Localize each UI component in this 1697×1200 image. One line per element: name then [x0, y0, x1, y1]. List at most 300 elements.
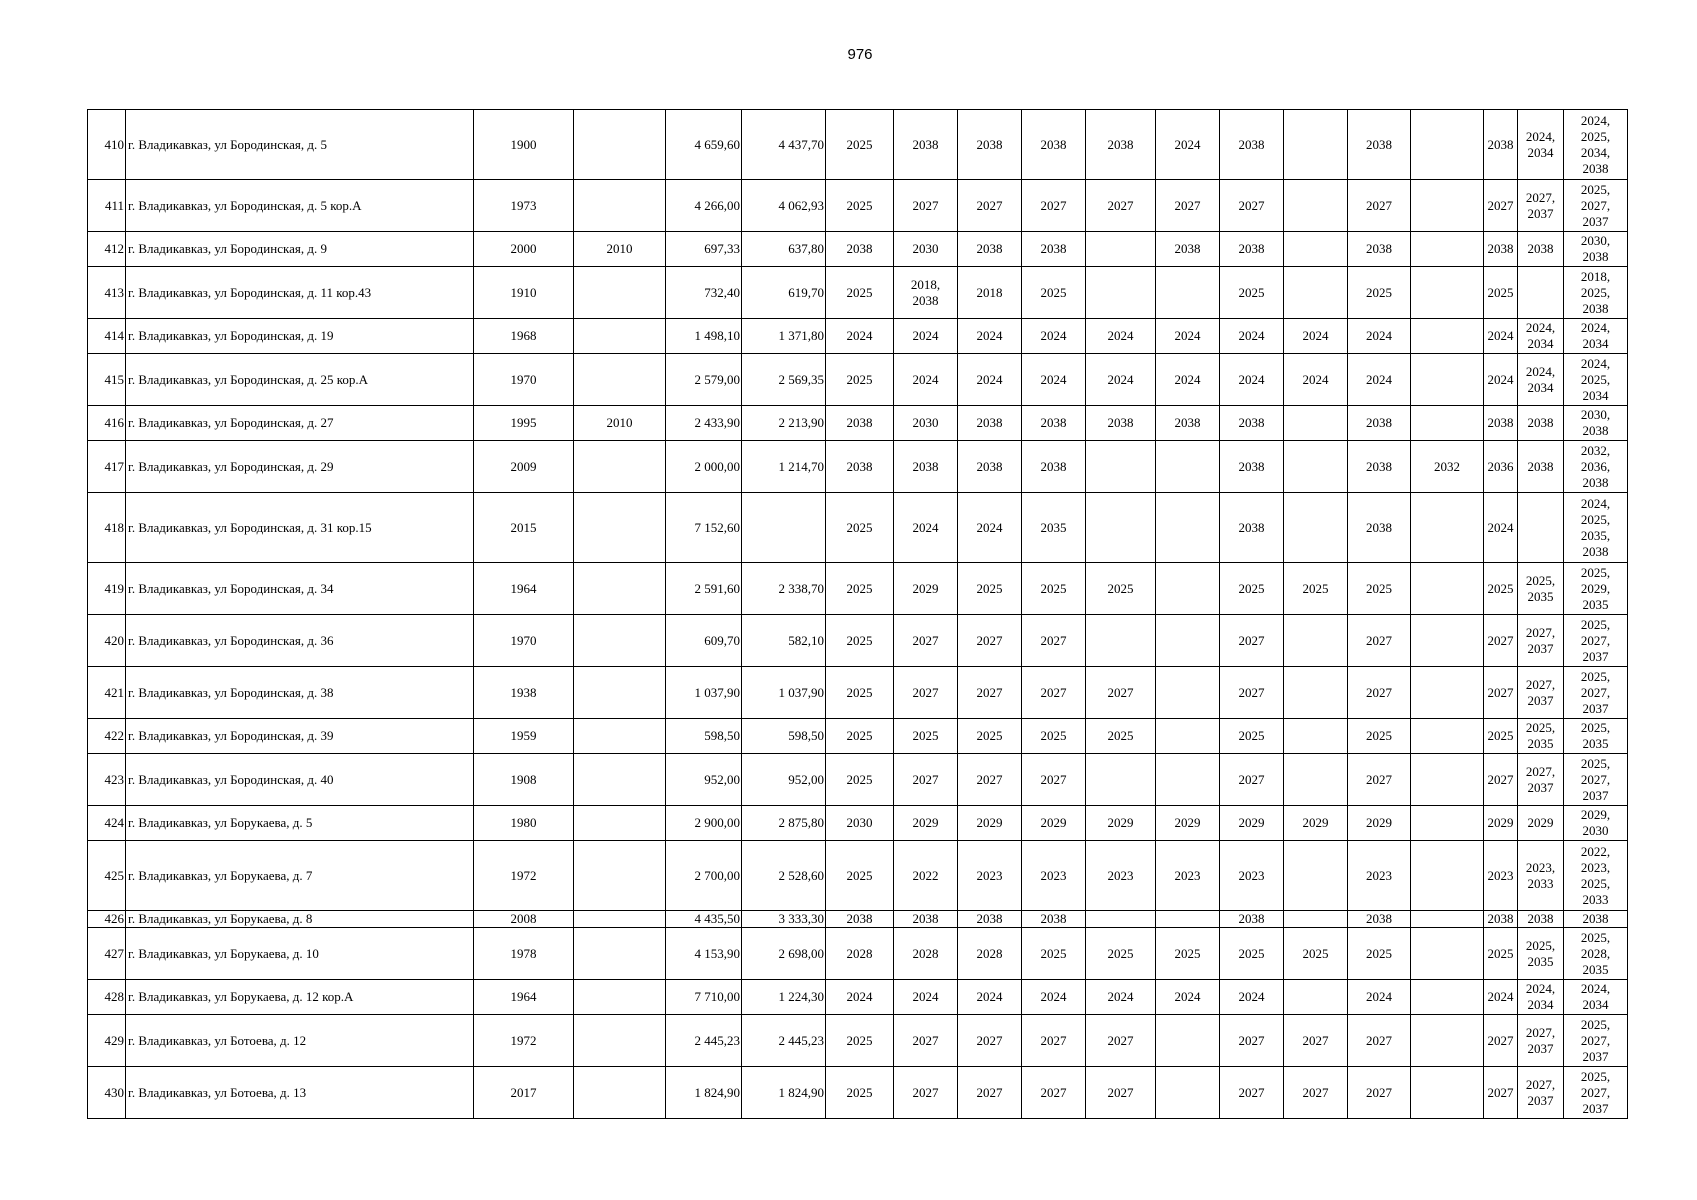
combined-year-cell: 2027: [1484, 180, 1518, 232]
repair-year-cell: 2027: [958, 1067, 1022, 1119]
table-row: [88, 719, 1628, 754]
total-area-cell: 952,00: [666, 754, 742, 806]
repair-year-cell: 2027: [958, 1015, 1022, 1067]
table-body: [88, 110, 1628, 1119]
living-area-cell: 4 437,70: [742, 110, 826, 180]
reconstruction-year-cell: [574, 1015, 666, 1067]
repair-year-cell: [1284, 232, 1348, 267]
row-number-cell: 429: [88, 1015, 126, 1067]
repair-year-cell: [1411, 980, 1484, 1015]
repair-year-cell: 2038: [1220, 493, 1284, 563]
repair-year-cell: [1156, 563, 1220, 615]
row-number-cell: 420: [88, 615, 126, 667]
row-number-cell: 426: [88, 911, 126, 928]
repair-year-cell: 2025: [1220, 719, 1284, 754]
address-cell: г. Владикавказ, ул Бородинская, д. 39: [126, 719, 474, 754]
year-built-cell: 1910: [474, 267, 574, 319]
living-area-cell: 1 224,30: [742, 980, 826, 1015]
address-cell: г. Владикавказ, ул Борукаева, д. 8: [126, 911, 474, 928]
repair-years-cell: [1518, 493, 1564, 563]
repair-year-cell: 2018: [958, 267, 1022, 319]
repair-year-cell: 2028: [894, 928, 958, 980]
repair-year-cell: 2024: [1348, 980, 1411, 1015]
repair-year-cell: 2018, 2038: [894, 267, 958, 319]
repair-year-cell: 2023: [1156, 841, 1220, 911]
repair-year-cell: 2022: [894, 841, 958, 911]
repair-year-cell: 2038: [894, 911, 958, 928]
repair-year-cell: 2038: [1086, 406, 1156, 441]
repair-year-cell: [1411, 1015, 1484, 1067]
repair-year-cell: [1411, 928, 1484, 980]
living-area-cell: 952,00: [742, 754, 826, 806]
reconstruction-year-cell: [574, 180, 666, 232]
address-cell: г. Владикавказ, ул Борукаева, д. 12 кор.А: [126, 980, 474, 1015]
repair-year-cell: 2024: [1086, 354, 1156, 406]
repair-year-cell: 2038: [894, 110, 958, 180]
repair-year-cell: [1086, 267, 1156, 319]
address-cell: г. Владикавказ, ул Ботоева, д. 12: [126, 1015, 474, 1067]
repair-year-cell: 2024: [1348, 354, 1411, 406]
address-cell: г. Владикавказ, ул Бородинская, д. 31 кор.15: [126, 493, 474, 563]
repair-year-cell: 2038: [1022, 110, 1086, 180]
repair-years-cell: 2024, 2025, 2035, 2038: [1564, 493, 1628, 563]
repair-years-cell: 2030, 2038: [1564, 232, 1628, 267]
repair-year-cell: 2029: [894, 563, 958, 615]
address-cell: г. Владикавказ, ул Бородинская, д. 11 кор.43: [126, 267, 474, 319]
repair-year-cell: 2032: [1411, 441, 1484, 493]
combined-year-cell: 2023: [1484, 841, 1518, 911]
living-area-cell: 598,50: [742, 719, 826, 754]
row-number-cell: 419: [88, 563, 126, 615]
repair-year-cell: 2024: [1284, 319, 1348, 354]
repair-year-cell: 2038: [1022, 911, 1086, 928]
repair-year-cell: 2024: [1022, 354, 1086, 406]
year-built-cell: 1964: [474, 980, 574, 1015]
row-number-cell: 428: [88, 980, 126, 1015]
repair-year-cell: 2025: [1348, 563, 1411, 615]
repair-year-cell: [1411, 911, 1484, 928]
repair-years-cell: 2027, 2037: [1518, 180, 1564, 232]
repair-year-cell: 2025: [958, 719, 1022, 754]
repair-year-cell: 2027: [1022, 754, 1086, 806]
total-area-cell: 2 900,00: [666, 806, 742, 841]
repair-year-cell: 2029: [958, 806, 1022, 841]
reconstruction-year-cell: [574, 563, 666, 615]
repair-year-cell: [1284, 615, 1348, 667]
reconstruction-year-cell: [574, 110, 666, 180]
combined-year-cell: 2027: [1484, 667, 1518, 719]
repair-year-cell: [1411, 615, 1484, 667]
repair-year-cell: 2023: [1086, 841, 1156, 911]
repair-year-cell: 2023: [1022, 841, 1086, 911]
combined-year-cell: 2025: [1484, 928, 1518, 980]
repair-year-cell: 2038: [1156, 232, 1220, 267]
address-cell: г. Владикавказ, ул Бородинская, д. 5: [126, 110, 474, 180]
combined-year-cell: 2027: [1484, 1015, 1518, 1067]
repair-year-cell: 2024: [1220, 354, 1284, 406]
repair-year-cell: 2024: [826, 980, 894, 1015]
repair-years-cell: 2025, 2035: [1564, 719, 1628, 754]
total-area-cell: 4 153,90: [666, 928, 742, 980]
repair-year-cell: 2025: [1284, 563, 1348, 615]
repair-year-cell: 2024: [826, 319, 894, 354]
total-area-cell: 1 824,90: [666, 1067, 742, 1119]
year-built-cell: 1900: [474, 110, 574, 180]
combined-year-cell: 2027: [1484, 1067, 1518, 1119]
repair-year-cell: 2025: [826, 754, 894, 806]
row-number-cell: 425: [88, 841, 126, 911]
combined-year-cell: 2025: [1484, 563, 1518, 615]
table-row: [88, 1067, 1628, 1119]
row-number-cell: 424: [88, 806, 126, 841]
repair-years-cell: 2032, 2036, 2038: [1564, 441, 1628, 493]
page-number: 976: [847, 46, 873, 63]
repair-year-cell: 2027: [1220, 1015, 1284, 1067]
repair-year-cell: 2038: [958, 232, 1022, 267]
repair-year-cell: 2027: [1022, 615, 1086, 667]
row-number-cell: 430: [88, 1067, 126, 1119]
reconstruction-year-cell: [574, 911, 666, 928]
repair-year-cell: 2027: [1220, 180, 1284, 232]
combined-year-cell: 2038: [1484, 110, 1518, 180]
repair-year-cell: 2038: [1022, 232, 1086, 267]
repair-year-cell: 2027: [1086, 667, 1156, 719]
year-built-cell: 1970: [474, 354, 574, 406]
repair-year-cell: 2038: [1348, 441, 1411, 493]
repair-year-cell: 2038: [1086, 110, 1156, 180]
repair-year-cell: [1411, 267, 1484, 319]
table-row: [88, 928, 1628, 980]
total-area-cell: 4 659,60: [666, 110, 742, 180]
repair-years-cell: 2024, 2025, 2034, 2038: [1564, 110, 1628, 180]
repair-year-cell: 2027: [1220, 754, 1284, 806]
repair-years-cell: 2025, 2027, 2037: [1564, 180, 1628, 232]
repair-year-cell: 2038: [1022, 441, 1086, 493]
repair-year-cell: 2029: [1022, 806, 1086, 841]
repair-year-cell: 2023: [958, 841, 1022, 911]
repair-year-cell: 2024: [958, 319, 1022, 354]
reconstruction-year-cell: [574, 754, 666, 806]
repair-years-cell: 2025, 2027, 2037: [1564, 615, 1628, 667]
repair-year-cell: 2025: [826, 667, 894, 719]
repair-year-cell: 2029: [894, 806, 958, 841]
living-area-cell: 582,10: [742, 615, 826, 667]
year-built-cell: 1995: [474, 406, 574, 441]
row-number-cell: 422: [88, 719, 126, 754]
repair-year-cell: 2038: [826, 406, 894, 441]
table-row: [88, 180, 1628, 232]
repair-year-cell: 2025: [826, 719, 894, 754]
total-area-cell: 2 579,00: [666, 354, 742, 406]
address-cell: г. Владикавказ, ул Бородинская, д. 34: [126, 563, 474, 615]
year-built-cell: 1970: [474, 615, 574, 667]
table-row: [88, 563, 1628, 615]
repair-year-cell: 2025: [1022, 267, 1086, 319]
repair-year-cell: 2027: [894, 667, 958, 719]
reconstruction-year-cell: [574, 841, 666, 911]
repair-year-cell: 2025: [826, 110, 894, 180]
repair-year-cell: 2024: [1086, 980, 1156, 1015]
repair-year-cell: 2024: [1022, 319, 1086, 354]
repair-years-cell: 2025, 2028, 2035: [1564, 928, 1628, 980]
repair-year-cell: 2027: [894, 1015, 958, 1067]
repair-year-cell: 2027: [1022, 1015, 1086, 1067]
repair-year-cell: 2038: [1220, 911, 1284, 928]
repair-year-cell: 2027: [894, 615, 958, 667]
repair-year-cell: [1086, 754, 1156, 806]
repair-year-cell: 2038: [1348, 232, 1411, 267]
repair-year-cell: 2024: [894, 493, 958, 563]
repair-year-cell: 2025: [1086, 563, 1156, 615]
repair-year-cell: 2038: [1220, 441, 1284, 493]
repair-year-cell: [1411, 806, 1484, 841]
repair-year-cell: 2027: [1220, 1067, 1284, 1119]
repair-year-cell: 2029: [1220, 806, 1284, 841]
repair-years-cell: 2024, 2034: [1564, 980, 1628, 1015]
combined-year-cell: 2027: [1484, 615, 1518, 667]
repair-years-cell: 2030, 2038: [1564, 406, 1628, 441]
living-area-cell: 1 214,70: [742, 441, 826, 493]
year-built-cell: 1908: [474, 754, 574, 806]
total-area-cell: 1 037,90: [666, 667, 742, 719]
combined-year-cell: 2024: [1484, 319, 1518, 354]
table-row: [88, 841, 1628, 911]
repair-year-cell: 2027: [894, 180, 958, 232]
repair-year-cell: 2035: [1022, 493, 1086, 563]
address-cell: г. Владикавказ, ул Бородинская, д. 9: [126, 232, 474, 267]
repair-years-cell: 2023, 2033: [1518, 841, 1564, 911]
repair-year-cell: [1411, 841, 1484, 911]
repair-year-cell: 2038: [958, 110, 1022, 180]
repair-year-cell: 2027: [958, 615, 1022, 667]
repair-year-cell: 2025: [958, 563, 1022, 615]
repair-year-cell: 2027: [1284, 1015, 1348, 1067]
repair-years-cell: 2025, 2029, 2035: [1564, 563, 1628, 615]
repair-year-cell: [1411, 1067, 1484, 1119]
repair-year-cell: 2024: [1086, 319, 1156, 354]
repair-years-cell: 2027, 2037: [1518, 615, 1564, 667]
repair-years-cell: 2024, 2034: [1518, 110, 1564, 180]
repair-years-cell: 2025, 2027, 2037: [1564, 754, 1628, 806]
repair-year-cell: 2038: [1348, 493, 1411, 563]
repair-year-cell: [1284, 841, 1348, 911]
repair-year-cell: 2038: [1220, 232, 1284, 267]
repair-years-cell: 2024, 2034: [1518, 980, 1564, 1015]
living-area-cell: 2 445,23: [742, 1015, 826, 1067]
repair-year-cell: 2025: [1086, 928, 1156, 980]
reconstruction-year-cell: [574, 493, 666, 563]
repair-year-cell: 2027: [1348, 615, 1411, 667]
repair-year-cell: 2024: [1156, 319, 1220, 354]
repair-year-cell: 2025: [826, 1015, 894, 1067]
living-area-cell: 2 213,90: [742, 406, 826, 441]
repair-year-cell: [1411, 563, 1484, 615]
repair-year-cell: [1284, 980, 1348, 1015]
repair-year-cell: 2025: [826, 841, 894, 911]
repair-years-cell: 2024, 2034: [1518, 319, 1564, 354]
repair-year-cell: [1284, 267, 1348, 319]
repair-year-cell: [1411, 754, 1484, 806]
repair-years-cell: 2025, 2027, 2037: [1564, 1015, 1628, 1067]
repair-year-cell: 2024: [1156, 354, 1220, 406]
row-number-cell: 423: [88, 754, 126, 806]
repair-year-cell: 2027: [1156, 180, 1220, 232]
year-built-cell: 1964: [474, 563, 574, 615]
repair-year-cell: [1284, 180, 1348, 232]
repair-year-cell: 2024: [1022, 980, 1086, 1015]
combined-year-cell: 2038: [1484, 406, 1518, 441]
combined-year-cell: 2029: [1484, 806, 1518, 841]
repair-year-cell: 2024: [894, 980, 958, 1015]
repair-years-cell: 2025, 2035: [1518, 719, 1564, 754]
repair-year-cell: 2027: [1348, 180, 1411, 232]
address-cell: г. Владикавказ, ул Бородинская, д. 36: [126, 615, 474, 667]
living-area-cell: 2 698,00: [742, 928, 826, 980]
living-area-cell: 1 037,90: [742, 667, 826, 719]
housing-register-table: [87, 109, 1628, 1119]
address-cell: г. Владикавказ, ул Бородинская, д. 29: [126, 441, 474, 493]
table-row: [88, 232, 1628, 267]
repair-year-cell: [1284, 110, 1348, 180]
total-area-cell: 7 710,00: [666, 980, 742, 1015]
repair-year-cell: [1411, 667, 1484, 719]
table-row: [88, 441, 1628, 493]
repair-year-cell: 2025: [1220, 928, 1284, 980]
table-row: [88, 1015, 1628, 1067]
repair-years-cell: 2022, 2023, 2025, 2033: [1564, 841, 1628, 911]
repair-year-cell: 2038: [1220, 110, 1284, 180]
repair-year-cell: [1411, 180, 1484, 232]
repair-year-cell: 2027: [1086, 1067, 1156, 1119]
repair-years-cell: 2038: [1564, 911, 1628, 928]
repair-year-cell: 2027: [958, 754, 1022, 806]
repair-year-cell: 2024: [894, 354, 958, 406]
repair-year-cell: 2030: [894, 406, 958, 441]
repair-year-cell: 2030: [894, 232, 958, 267]
year-built-cell: 2017: [474, 1067, 574, 1119]
combined-year-cell: 2027: [1484, 754, 1518, 806]
repair-years-cell: [1518, 267, 1564, 319]
repair-year-cell: 2023: [1348, 841, 1411, 911]
repair-year-cell: 2024: [1156, 980, 1220, 1015]
year-built-cell: 1973: [474, 180, 574, 232]
repair-year-cell: 2027: [894, 1067, 958, 1119]
repair-year-cell: 2024: [1156, 110, 1220, 180]
row-number-cell: 427: [88, 928, 126, 980]
row-number-cell: 417: [88, 441, 126, 493]
repair-year-cell: [1086, 441, 1156, 493]
table-row: [88, 406, 1628, 441]
table-row: [88, 493, 1628, 563]
total-area-cell: 2 591,60: [666, 563, 742, 615]
repair-year-cell: 2027: [1086, 180, 1156, 232]
repair-year-cell: 2029: [1348, 806, 1411, 841]
repair-year-cell: 2029: [1086, 806, 1156, 841]
repair-year-cell: 2027: [1086, 1015, 1156, 1067]
address-cell: г. Владикавказ, ул Бородинская, д. 27: [126, 406, 474, 441]
total-area-cell: 697,33: [666, 232, 742, 267]
repair-year-cell: [1086, 493, 1156, 563]
repair-year-cell: [1284, 667, 1348, 719]
living-area-cell: 1 371,80: [742, 319, 826, 354]
total-area-cell: 609,70: [666, 615, 742, 667]
repair-year-cell: 2038: [826, 911, 894, 928]
address-cell: г. Владикавказ, ул Борукаева, д. 7: [126, 841, 474, 911]
year-built-cell: 2008: [474, 911, 574, 928]
address-cell: г. Владикавказ, ул Бородинская, д. 19: [126, 319, 474, 354]
repair-year-cell: [1156, 493, 1220, 563]
row-number-cell: 415: [88, 354, 126, 406]
row-number-cell: 421: [88, 667, 126, 719]
repair-year-cell: 2038: [1348, 110, 1411, 180]
repair-years-cell: 2018, 2025, 2038: [1564, 267, 1628, 319]
living-area-cell: 637,80: [742, 232, 826, 267]
repair-year-cell: 2038: [958, 406, 1022, 441]
repair-year-cell: 2038: [1220, 406, 1284, 441]
repair-year-cell: [1156, 1067, 1220, 1119]
repair-year-cell: 2025: [1348, 719, 1411, 754]
repair-year-cell: [1411, 493, 1484, 563]
repair-year-cell: 2029: [1156, 806, 1220, 841]
repair-years-cell: 2025, 2035: [1518, 563, 1564, 615]
repair-years-cell: 2025, 2027, 2037: [1564, 667, 1628, 719]
total-area-cell: 4 435,50: [666, 911, 742, 928]
repair-year-cell: 2038: [958, 911, 1022, 928]
address-cell: г. Владикавказ, ул Бородинская, д. 5 кор.А: [126, 180, 474, 232]
total-area-cell: 598,50: [666, 719, 742, 754]
repair-year-cell: 2027: [958, 667, 1022, 719]
living-area-cell: 3 333,30: [742, 911, 826, 928]
row-number-cell: 411: [88, 180, 126, 232]
repair-year-cell: 2030: [826, 806, 894, 841]
repair-years-cell: 2024, 2034: [1564, 319, 1628, 354]
combined-year-cell: 2036: [1484, 441, 1518, 493]
total-area-cell: 2 445,23: [666, 1015, 742, 1067]
repair-year-cell: [1411, 406, 1484, 441]
repair-year-cell: 2025: [1086, 719, 1156, 754]
repair-year-cell: 2025: [1022, 928, 1086, 980]
row-number-cell: 410: [88, 110, 126, 180]
repair-year-cell: 2027: [1022, 1067, 1086, 1119]
repair-year-cell: 2038: [894, 441, 958, 493]
repair-years-cell: 2027, 2037: [1518, 754, 1564, 806]
reconstruction-year-cell: [574, 806, 666, 841]
repair-year-cell: 2025: [1220, 563, 1284, 615]
repair-year-cell: 2027: [1284, 1067, 1348, 1119]
repair-year-cell: 2027: [1348, 1067, 1411, 1119]
repair-year-cell: 2023: [1220, 841, 1284, 911]
repair-year-cell: 2027: [1348, 667, 1411, 719]
table-row: [88, 806, 1628, 841]
address-cell: г. Владикавказ, ул Бородинская, д. 40: [126, 754, 474, 806]
repair-year-cell: [1156, 1015, 1220, 1067]
repair-year-cell: 2025: [1348, 267, 1411, 319]
repair-years-cell: 2024, 2034: [1518, 354, 1564, 406]
repair-year-cell: [1411, 719, 1484, 754]
repair-year-cell: 2038: [1156, 406, 1220, 441]
living-area-cell: 4 062,93: [742, 180, 826, 232]
repair-year-cell: 2027: [1220, 615, 1284, 667]
repair-year-cell: 2025: [894, 719, 958, 754]
repair-year-cell: [1411, 354, 1484, 406]
repair-years-cell: 2027, 2037: [1518, 1067, 1564, 1119]
repair-year-cell: 2038: [958, 441, 1022, 493]
repair-years-cell: 2024, 2025, 2034: [1564, 354, 1628, 406]
year-built-cell: 1968: [474, 319, 574, 354]
combined-year-cell: 2038: [1484, 232, 1518, 267]
living-area-cell: 2 569,35: [742, 354, 826, 406]
year-built-cell: 1980: [474, 806, 574, 841]
